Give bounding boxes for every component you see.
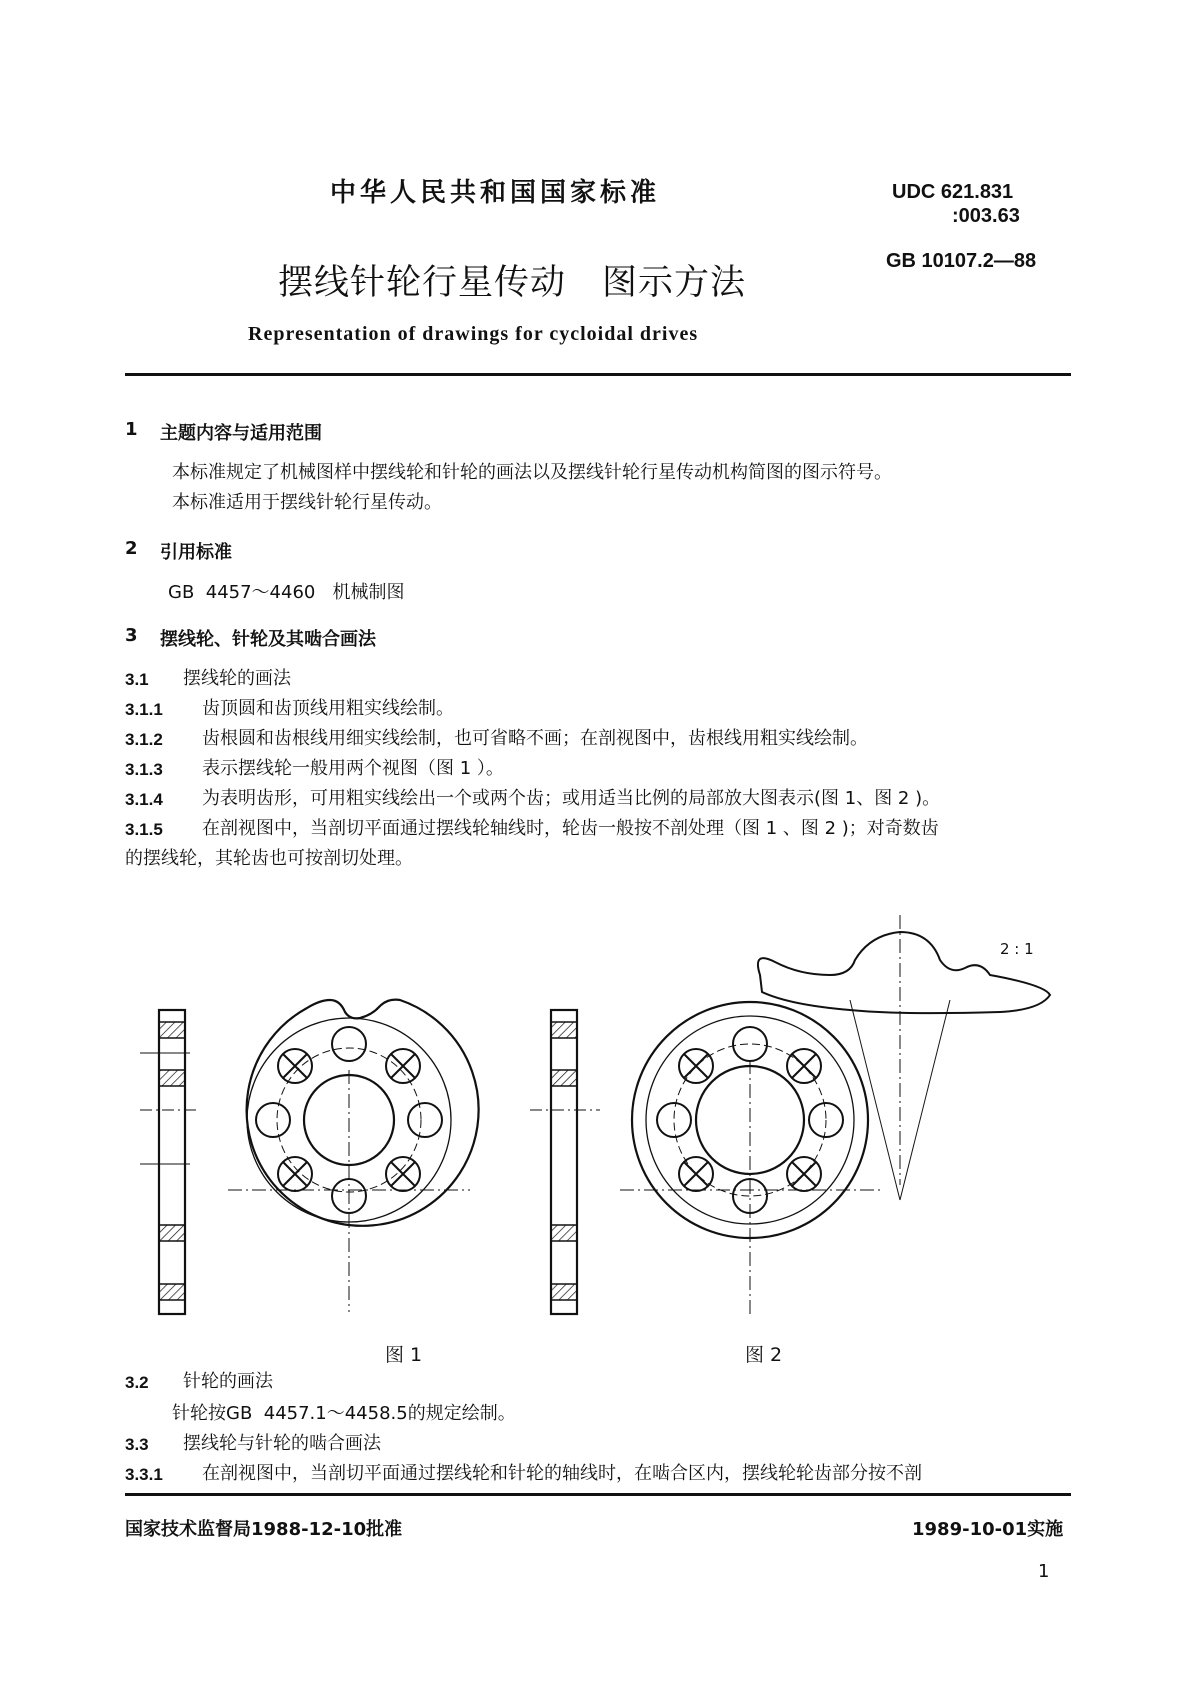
section-1-paragraph-2: 本标准适用于摆线针轮行星传动。 (172, 492, 442, 513)
section-1-number: 1 (125, 419, 138, 440)
section-3-1-2-number: 3.1.2 (125, 730, 163, 749)
section-1-title: 主题内容与适用范围 (160, 423, 322, 444)
section-2-title: 引用标准 (160, 542, 232, 563)
section-3-1-5-continuation: 的摆线轮，其轮齿也可按剖切处理。 (125, 848, 413, 869)
section-3-2-title: 针轮的画法 (183, 1371, 273, 1392)
section-3-1-5-text: 在剖视图中，当剖切平面通过摆线轮轴线时，轮齿一般按不剖处理（图 1 、图 2 )；对奇数齿 (202, 818, 939, 839)
section-3-3-title: 摆线轮与针轮的啮合画法 (183, 1433, 381, 1454)
udc-line-1: UDC 621.831 (892, 181, 1014, 203)
figure-2-caption: 图 2 (745, 1344, 783, 1366)
effective-date: 1989-10-01实施 (912, 1519, 1064, 1540)
section-3-3-number: 3.3 (125, 1435, 149, 1454)
national-standard-heading: 中华人民共和国国家标准 (330, 178, 661, 208)
section-3-1-1-text: 齿顶圆和齿顶线用粗实线绘制。 (202, 698, 454, 719)
section-3-1-number: 3.1 (125, 670, 149, 689)
section-3-1-3-text: 表示摆线轮一般用两个视图（图 1 ）。 (202, 758, 504, 779)
detail-scale-label: 2 : 1 (1000, 940, 1034, 958)
section-1-paragraph-1: 本标准规定了机械图样中摆线轮和针轮的画法以及摆线针轮行星传动机构简图的图示符号。 (172, 462, 892, 483)
section-2-reference: GB 4457～4460 机械制图 (168, 582, 405, 603)
document-title-cn: 摆线针轮行星传动 图示方法 (278, 263, 747, 303)
udc-line-2: :003.63 (952, 205, 1020, 227)
section-3-title: 摆线轮、针轮及其啮合画法 (160, 629, 376, 650)
approval-line: 国家技术监督局1988-12-10批准 (125, 1519, 403, 1540)
section-3-2-number: 3.2 (125, 1373, 149, 1392)
figure-1-section-view (140, 1010, 200, 1314)
page-number: 1 (1038, 1561, 1050, 1582)
figure-1-caption: 图 1 (385, 1344, 423, 1366)
figure-2-front-view (620, 1002, 880, 1316)
figure-2-section-view (530, 1010, 600, 1314)
section-3-1-3-number: 3.1.3 (125, 760, 163, 779)
section-3-number: 3 (125, 625, 138, 646)
figure-1-front-view (228, 1000, 479, 1312)
section-3-3-1-number: 3.3.1 (125, 1465, 163, 1484)
section-3-3-1-text: 在剖视图中，当剖切平面通过摆线轮和针轮的轴线时，在啮合区内，摆线轮轮齿部分按不剖 (202, 1463, 922, 1484)
document-title-en: Representation of drawings for cycloidal drives (248, 323, 699, 345)
gb-number: GB 10107.2—88 (886, 250, 1037, 272)
section-3-1-title: 摆线轮的画法 (183, 668, 291, 689)
section-3-1-5-number: 3.1.5 (125, 820, 163, 839)
section-3-1-1-number: 3.1.1 (125, 700, 163, 719)
footer-rule (125, 1493, 1071, 1496)
section-3-1-4-text: 为表明齿形，可用粗实线绘出一个或两个齿；或用适当比例的局部放大图表示(图 1、图 2 )。 (202, 788, 941, 809)
section-3-1-4-number: 3.1.4 (125, 790, 163, 809)
section-2-number: 2 (125, 538, 138, 559)
section-3-2-text: 针轮按GB 4457.1～4458.5的规定绘制。 (172, 1403, 516, 1424)
section-3-1-2-text: 齿根圆和齿根线用细实线绘制，也可省略不画；在剖视图中，齿根线用粗实线绘制。 (202, 728, 868, 749)
